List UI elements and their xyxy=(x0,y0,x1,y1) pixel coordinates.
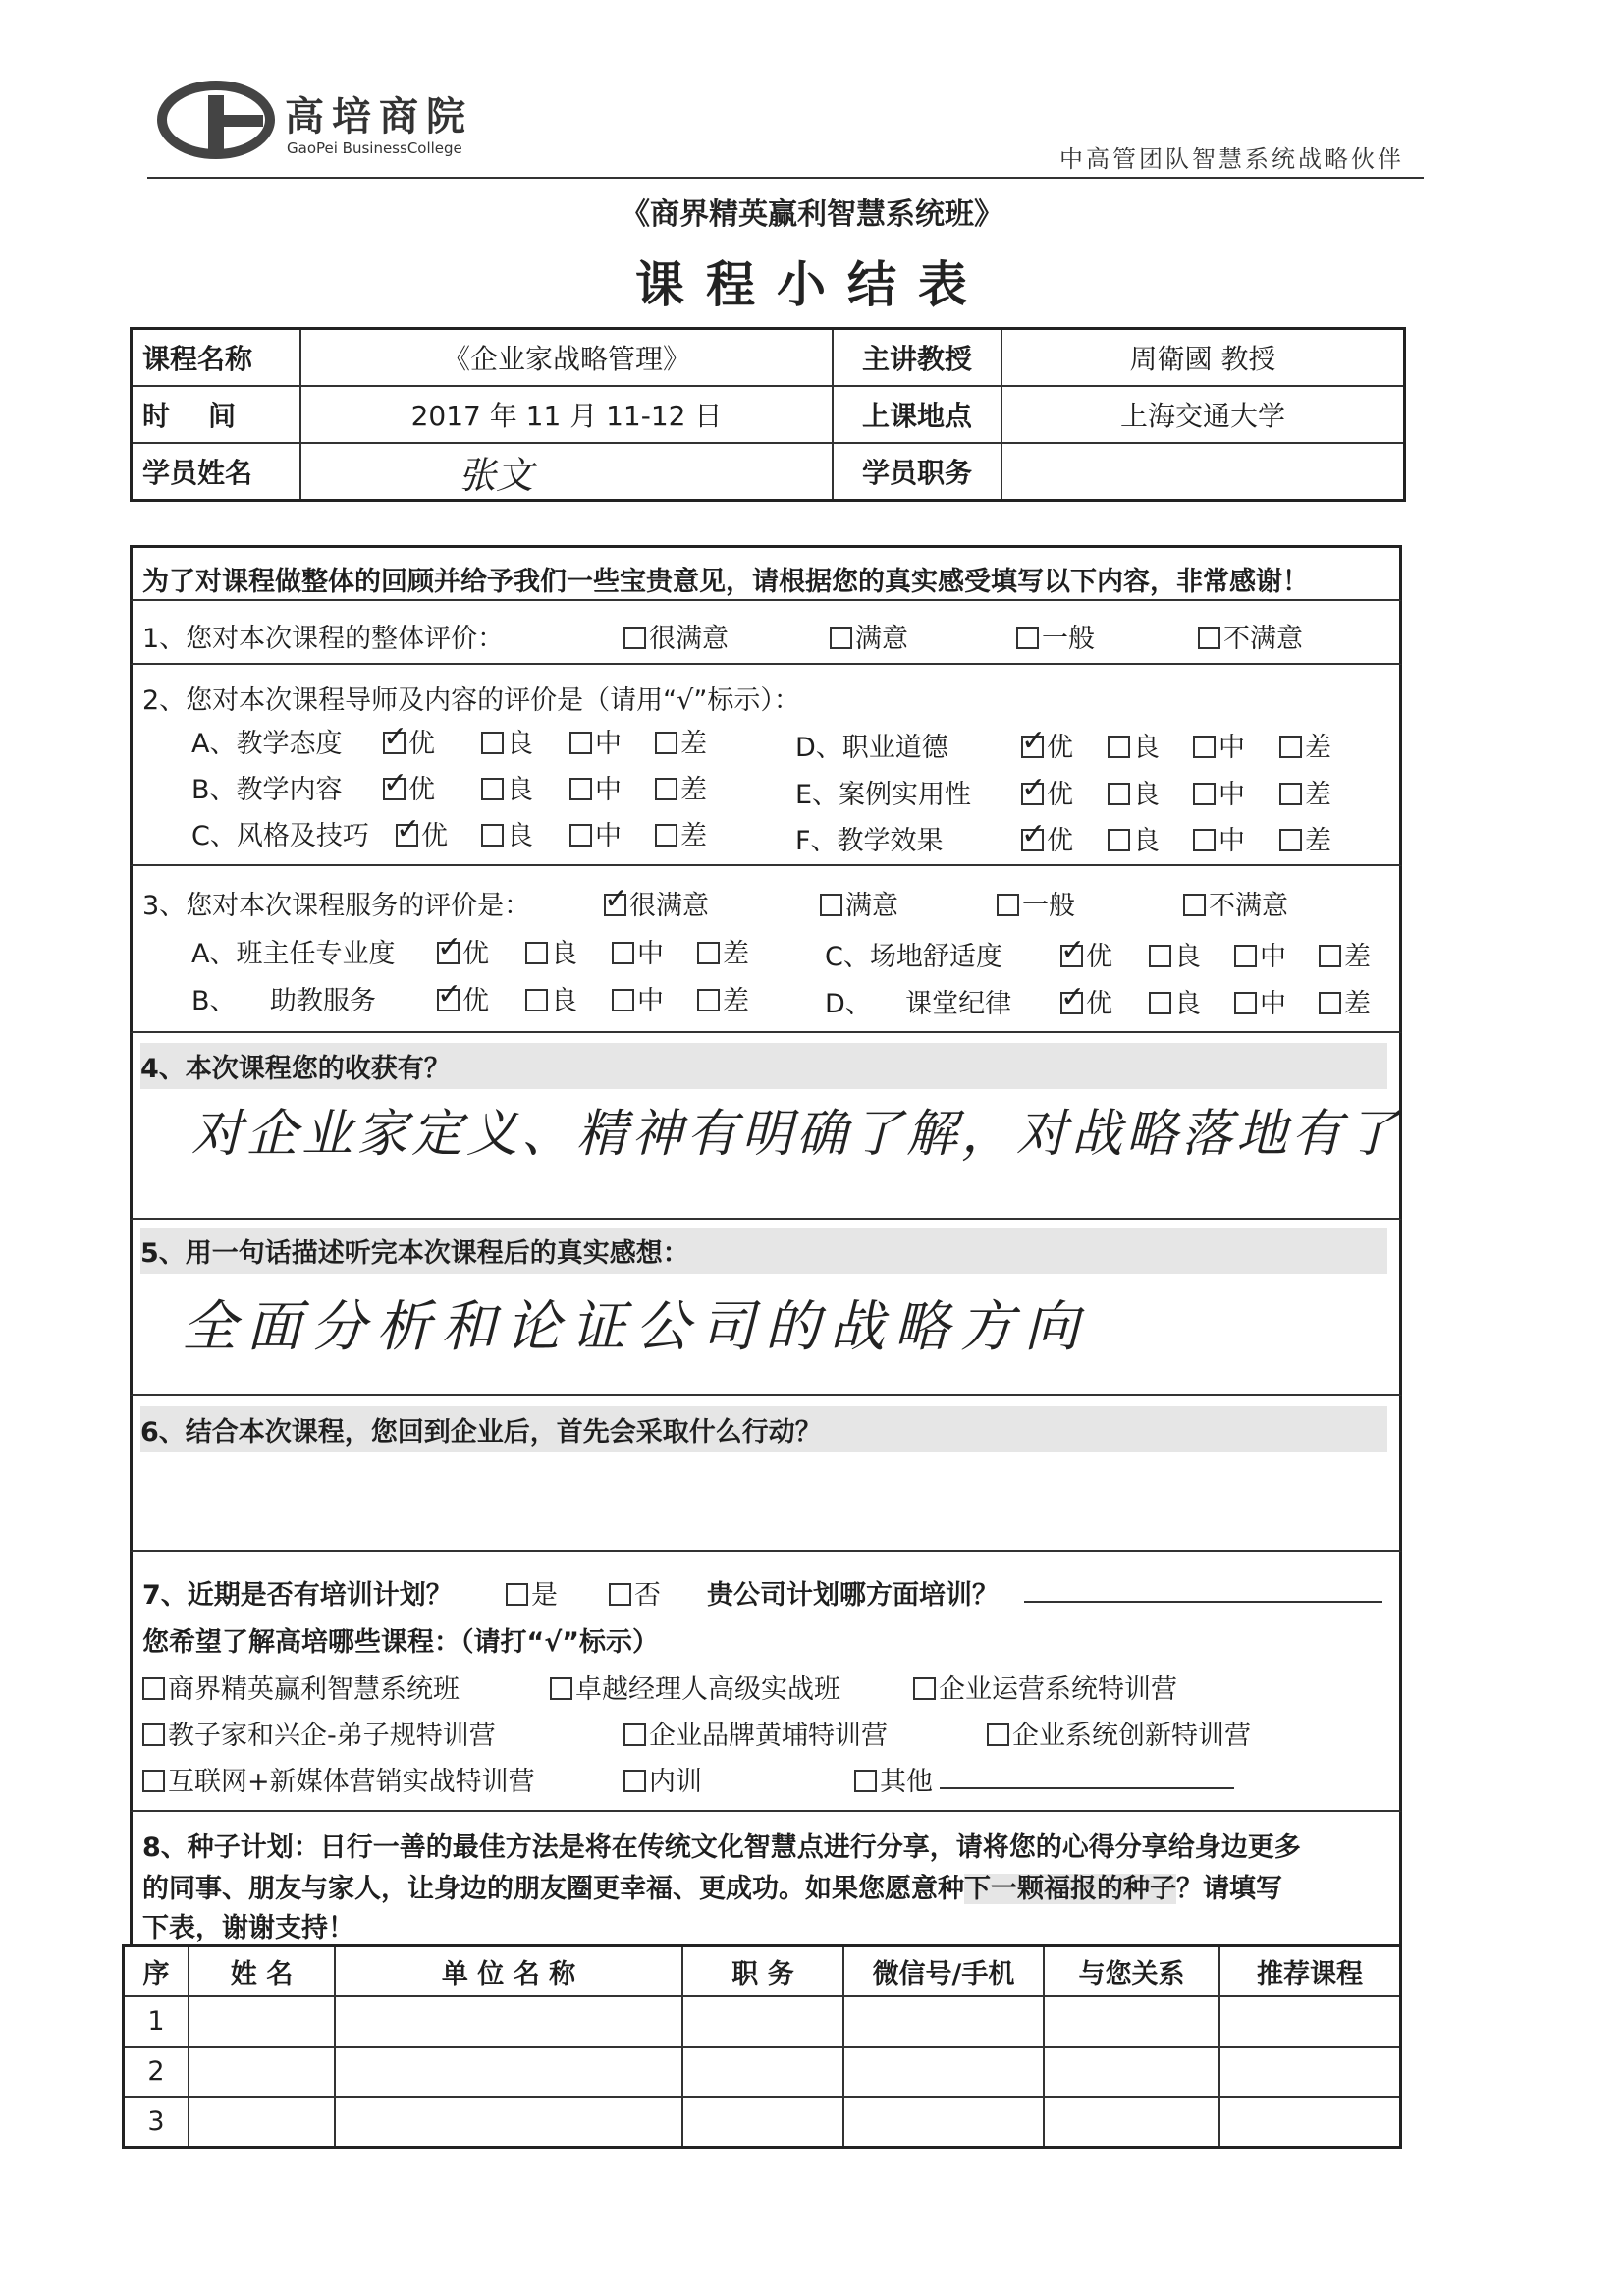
position-label: 学员职务 xyxy=(833,443,1001,501)
page-header xyxy=(147,81,1424,179)
intro-section xyxy=(130,545,1402,601)
q2-item-d: D、职业道德 xyxy=(795,733,948,763)
q2-c-poor[interactable]: 差 xyxy=(655,814,707,852)
student-name-label: 学员姓名 xyxy=(132,443,301,501)
q2-item-a: A、教学态度 xyxy=(191,729,343,759)
q3-section xyxy=(130,866,1402,1033)
course-option-other[interactable]: 其他 xyxy=(854,1760,933,1798)
course-option-5[interactable]: 企业品牌黄埔特训营 xyxy=(623,1714,888,1752)
q3-c-good[interactable]: 良 xyxy=(1149,935,1201,973)
q3-option-unsatisfied[interactable]: 不满意 xyxy=(1183,884,1288,922)
q7-want-label: 您希望了解高培哪些课程：（请打“√”标示） xyxy=(142,1627,659,1658)
checked-box-icon xyxy=(383,732,406,754)
table-row xyxy=(124,2047,1401,2097)
q3-b-excellent[interactable]: ✓ 优 xyxy=(437,979,489,1017)
q2-a-fair[interactable]: 中 xyxy=(569,722,622,760)
q3-option-satisfied[interactable]: 满意 xyxy=(820,884,898,922)
q6-section xyxy=(130,1396,1402,1552)
q3-c-poor[interactable]: 差 xyxy=(1319,935,1371,973)
location-value[interactable]: 上海交通大学 xyxy=(1001,386,1405,443)
q3-a-excellent[interactable]: ✓ 优 xyxy=(437,932,489,970)
q8-line3: 下表，谢谢支持！ xyxy=(142,1913,354,1943)
course-info-table xyxy=(130,327,1406,502)
q3-d-excellent[interactable]: ✓ 优 xyxy=(1060,982,1112,1020)
col-wechat: 微信号/手机 xyxy=(843,1946,1044,1997)
q2-e-good[interactable]: 良 xyxy=(1108,773,1160,811)
time-label: 时 间 xyxy=(132,386,301,443)
checkbox-icon xyxy=(623,627,646,649)
course-name-label: 课程名称 xyxy=(132,329,301,387)
checked-box-icon xyxy=(1021,736,1044,758)
q5-answer[interactable]: 全面分析和论证公司的战略方向 xyxy=(182,1295,1089,1359)
course-option-4[interactable]: 教子家和兴企-弟子规特训营 xyxy=(142,1714,496,1752)
q3-a-fair[interactable]: 中 xyxy=(612,932,664,970)
time-value[interactable]: 2017 年 11 月 11-12 日 xyxy=(300,386,833,443)
q2-section xyxy=(130,665,1402,866)
checked-box-icon xyxy=(1021,829,1044,851)
form-title: 课程小结表 xyxy=(635,256,989,313)
row-index: 1 xyxy=(124,1996,189,2047)
q2-a-excellent[interactable]: ✓ 优 xyxy=(383,722,435,760)
checked-box-icon xyxy=(604,894,626,916)
q3-d-fair[interactable]: 中 xyxy=(1234,982,1286,1020)
q2-item-f: F、教学效果 xyxy=(795,826,944,856)
q2-e-excellent[interactable]: ✓ 优 xyxy=(1021,773,1073,811)
q3-item-c: C、场地舒适度 xyxy=(825,942,1002,972)
lecturer-value[interactable]: 周衛國 教授 xyxy=(1001,329,1405,387)
q6-label: 6、结合本次课程，您回到企业后，首先会采取什么行动？ xyxy=(140,1406,1387,1452)
course-option-7[interactable]: 互联网+新媒体营销实战特训营 xyxy=(142,1760,535,1798)
q3-b-good[interactable]: 良 xyxy=(525,979,577,1017)
q1-option-unsatisfied[interactable]: 不满意 xyxy=(1198,617,1303,655)
q2-d-poor[interactable]: 差 xyxy=(1279,726,1331,764)
checked-box-icon xyxy=(437,989,460,1011)
q8-line2: 的同事、朋友与家人，让身边的朋友圈更幸福、更成功。如果您愿意种下一颗福报的种子？请填写 xyxy=(142,1874,1282,1904)
q3-option-average[interactable]: 一般 xyxy=(997,884,1075,922)
q2-e-fair[interactable]: 中 xyxy=(1193,773,1245,811)
q3-c-fair[interactable]: 中 xyxy=(1234,935,1286,973)
row-index: 3 xyxy=(124,2097,189,2148)
q2-c-good[interactable]: 良 xyxy=(481,814,533,852)
table-row xyxy=(124,1996,1401,2047)
course-name-value[interactable]: 《企业家战略管理》 xyxy=(300,329,833,387)
q3-item-d: D、 课堂纪律 xyxy=(825,989,1012,1019)
q2-a-good[interactable]: 良 xyxy=(481,722,533,760)
q2-item-c: C、风格及技巧 xyxy=(191,821,369,851)
checked-box-icon xyxy=(396,824,418,847)
q8-line1: 8、种子计划：日行一善的最佳方法是将在传统文化智慧点进行分享，请将您的心得分享给身边更多 xyxy=(142,1832,1301,1863)
q3-d-good[interactable]: 良 xyxy=(1149,982,1201,1020)
q1-option-satisfied[interactable]: 满意 xyxy=(830,617,908,655)
row-index: 2 xyxy=(124,2047,189,2097)
q2-f-fair[interactable]: 中 xyxy=(1193,819,1245,857)
q5-label: 5、用一句话描述听完本次课程后的真实感想： xyxy=(140,1228,1387,1274)
q3-c-excellent[interactable]: ✓ 优 xyxy=(1060,935,1112,973)
checked-box-icon xyxy=(1021,783,1044,805)
q5-section xyxy=(130,1220,1402,1396)
slogan: 中高管团队智慧系统战略伙伴 xyxy=(1059,145,1404,173)
q3-b-fair[interactable]: 中 xyxy=(612,979,664,1017)
checked-box-icon xyxy=(1060,945,1083,967)
q7-section xyxy=(130,1552,1402,1812)
intro-text: 为了对课程做整体的回顾并给予我们一些宝贵意见，请根据您的真实感受填写以下内容，非常感谢！ xyxy=(142,567,1309,597)
q2-c-excellent[interactable]: ✓ 优 xyxy=(396,814,448,852)
gaopei-logo xyxy=(157,81,275,163)
course-option-3[interactable]: 企业运营系统特训营 xyxy=(913,1667,1177,1706)
q2-item-b: B、教学内容 xyxy=(191,775,343,805)
q3-b-poor[interactable]: 差 xyxy=(697,979,749,1017)
q7-which-label: 贵公司计划哪方面培训？ xyxy=(707,1580,999,1611)
q2-f-poor[interactable]: 差 xyxy=(1279,819,1331,857)
q3-d-poor[interactable]: 差 xyxy=(1319,982,1371,1020)
header-divider xyxy=(147,177,1424,179)
q7-label: 7、近期是否有培训计划？ xyxy=(142,1580,453,1611)
q7-yes[interactable]: 是 xyxy=(506,1573,558,1612)
q1-option-average[interactable]: 一般 xyxy=(1016,617,1095,655)
checkbox-icon xyxy=(1016,627,1039,649)
q2-a-poor[interactable]: 差 xyxy=(655,722,707,760)
q2-c-fair[interactable]: 中 xyxy=(569,814,622,852)
col-position: 职 务 xyxy=(682,1946,843,1997)
q2-f-excellent[interactable]: ✓ 优 xyxy=(1021,819,1073,857)
col-name: 姓 名 xyxy=(189,1946,335,1997)
q2-item-e: E、案例实用性 xyxy=(795,780,972,810)
q3-item-a: A、班主任专业度 xyxy=(191,939,396,969)
q4-section xyxy=(130,1033,1402,1220)
q3-label: 3、您对本次课程服务的评价是： xyxy=(142,891,531,921)
q2-e-poor[interactable]: 差 xyxy=(1279,773,1331,811)
brand-name-cn: 高培商院 xyxy=(285,94,473,139)
checkbox-icon xyxy=(830,627,852,649)
course-option-1[interactable]: 商界精英赢利智慧系统班 xyxy=(142,1667,460,1706)
brand-name-en: GaoPei BusinessCollege xyxy=(287,139,462,157)
col-course: 推荐课程 xyxy=(1219,1946,1401,1997)
q1-section xyxy=(130,601,1402,665)
location-label: 上课地点 xyxy=(833,386,1001,443)
q3-option-very-satisfied[interactable]: ✓ 很满意 xyxy=(604,884,709,922)
q2-b-poor[interactable]: 差 xyxy=(655,768,707,806)
student-name-value[interactable]: 张文 xyxy=(300,443,833,501)
q3-a-good[interactable]: 良 xyxy=(525,932,577,970)
q2-label: 2、您对本次课程导师及内容的评价是（请用“√”标示）： xyxy=(142,685,800,716)
lecturer-label: 主讲教授 xyxy=(833,329,1001,387)
q2-d-excellent[interactable]: ✓ 优 xyxy=(1021,726,1073,764)
q2-d-good[interactable]: 良 xyxy=(1108,726,1160,764)
course-option-inhouse[interactable]: 内训 xyxy=(623,1760,702,1798)
col-relation: 与您关系 xyxy=(1044,1946,1219,1997)
q2-d-fair[interactable]: 中 xyxy=(1193,726,1245,764)
table-row xyxy=(124,2097,1401,2148)
seed-plan-table xyxy=(122,1944,1402,2149)
q1-label: 1、您对本次课程的整体评价： xyxy=(142,624,505,654)
q4-label: 4、本次课程您的收获有？ xyxy=(140,1043,1387,1089)
q7-which-field[interactable] xyxy=(1024,1601,1382,1603)
position-value[interactable] xyxy=(1001,443,1405,501)
col-index: 序 xyxy=(124,1946,189,1997)
col-company: 单 位 名 称 xyxy=(335,1946,682,1997)
q2-b-fair[interactable]: 中 xyxy=(569,768,622,806)
q3-item-b: B、 助教服务 xyxy=(191,986,376,1016)
q2-f-good[interactable]: 良 xyxy=(1108,819,1160,857)
seed-table-header xyxy=(124,1946,1401,1997)
q2-b-good[interactable]: 良 xyxy=(481,768,533,806)
checked-box-icon xyxy=(437,942,460,964)
q2-b-excellent[interactable]: ✓ 优 xyxy=(383,768,435,806)
q4-answer[interactable]: 对企业家定义、精神有明确了解，对战略落地有了 xyxy=(191,1105,1402,1164)
q1-option-very-satisfied[interactable]: 很满意 xyxy=(623,617,729,655)
q8-section xyxy=(130,1812,1402,1944)
q3-a-poor[interactable]: 差 xyxy=(697,932,749,970)
q7-no[interactable]: 否 xyxy=(609,1573,661,1612)
course-option-6[interactable]: 企业系统创新特训营 xyxy=(987,1714,1251,1752)
other-course-field[interactable] xyxy=(940,1787,1234,1789)
checked-box-icon xyxy=(383,778,406,800)
checked-box-icon xyxy=(1060,992,1083,1014)
form-subtitle: 《商界精英赢利智慧系统班》 xyxy=(621,197,1003,232)
checkbox-icon xyxy=(1198,627,1220,649)
course-option-2[interactable]: 卓越经理人高级实战班 xyxy=(550,1667,840,1706)
